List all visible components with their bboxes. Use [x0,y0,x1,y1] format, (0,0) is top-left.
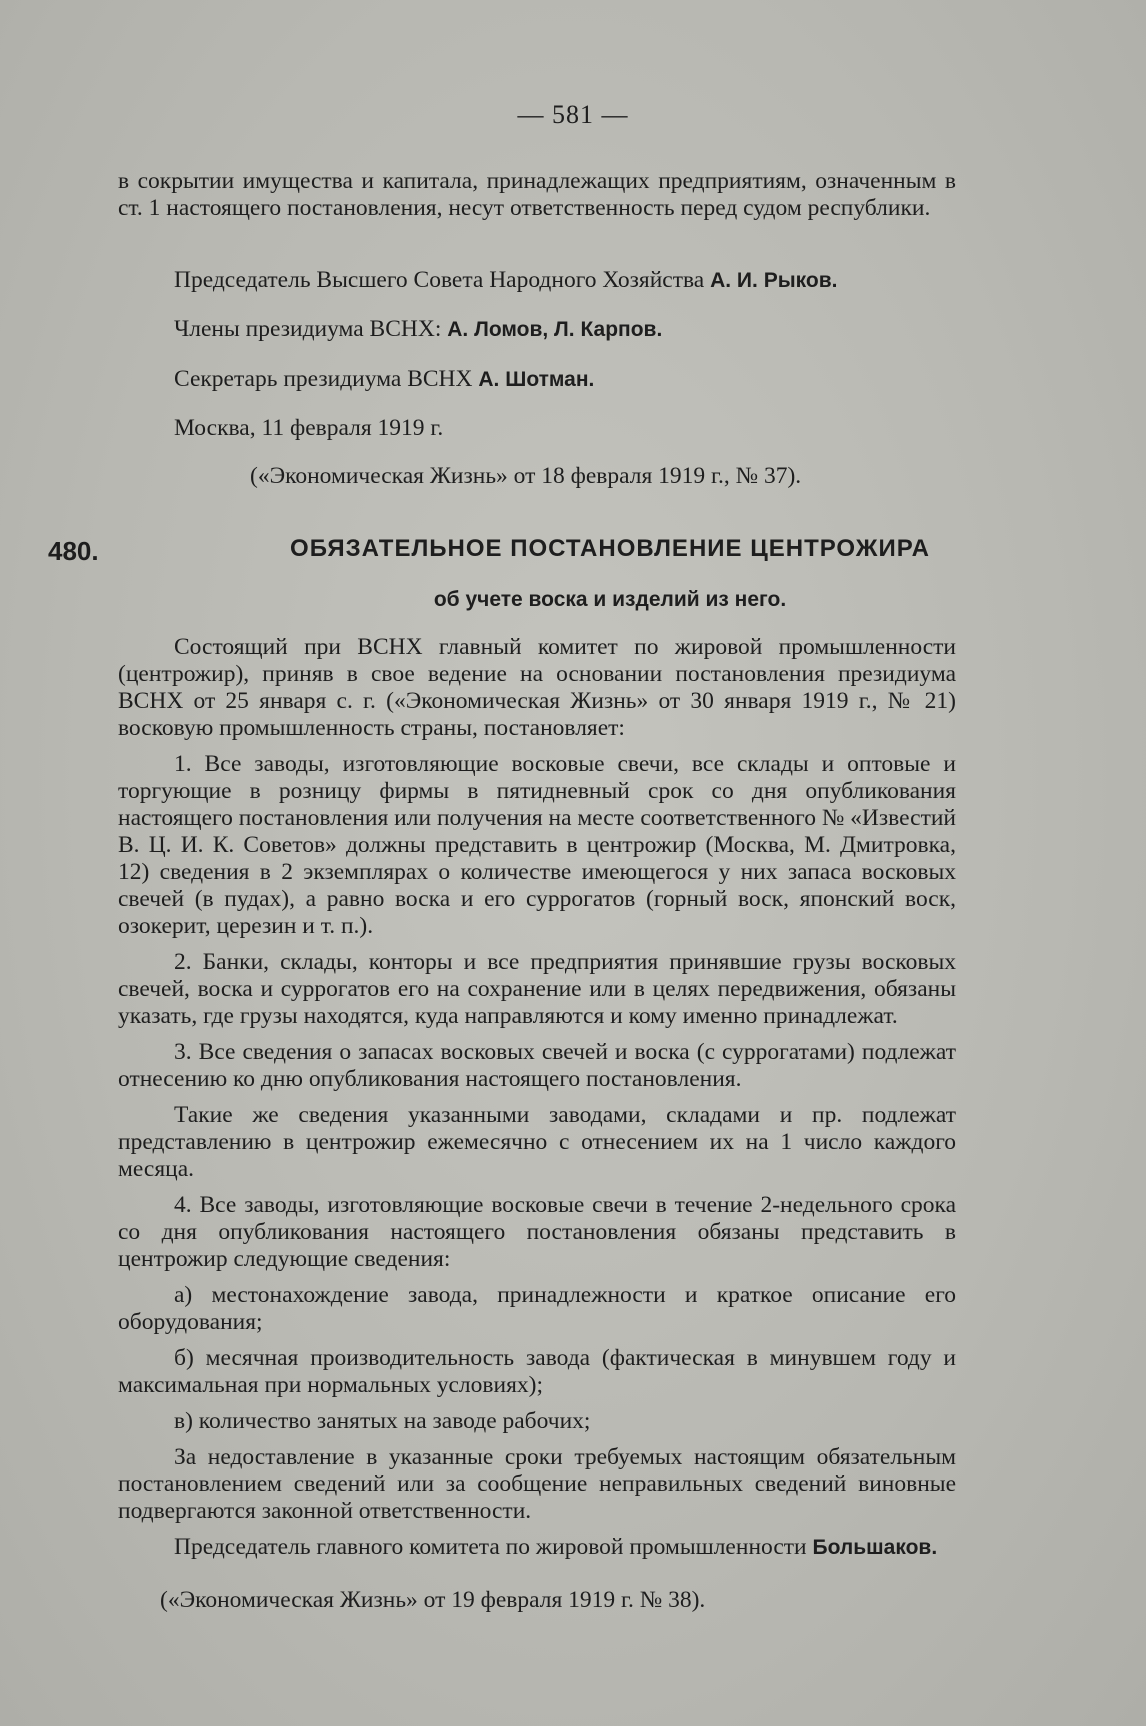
item-4-a: а) местонахождение завода, принадлежности и краткое описание его оборудования; [118,1282,956,1335]
prev-chairman-line [174,267,837,294]
item-4-b: б) месячная производительность завода (фактическая в минувшем году и максимальная при нормальных условиях); [118,1345,956,1398]
intro-paragraph: Состоящий при ВСНХ главный комитет по жировой промышленности (центрожир), приняв в свое ведение на основании постановления президиума ВСНХ от 25 января с. г. («Экономическая Жизнь» от 30 января 1919 г., № 21) восковую промышленность страны, постановляет: [118,634,956,741]
prev-members-label: Члены президиума ВСНХ: [174,316,442,342]
document-body [118,634,956,1561]
chairman-label: Председатель главного комитета по жировой промышленности [174,1534,807,1560]
item-4-c: в) количество занятых на заводе рабочих; [174,1408,591,1434]
chairman-name: Большаков. [812,1536,938,1559]
item-3-continued: Такие же сведения указанными заводами, складами и пр. подлежат представлению в центрожир ежемесячно с отнесением их на 1 число каждого месяца. [118,1102,956,1182]
prev-chairman-label: Председатель Высшего Совета Народного Хозяйства [174,267,705,293]
prev-members-names: А. Ломов, Л. Карпов. [447,318,663,341]
page-number: — 581 — [517,100,629,129]
item-4: 4. Все заводы, изготовляющие восковые свечи в течение 2-недельного срока со дня опубликования настоящего постановления обязаны представить в центрожир следующие сведения: [118,1192,956,1272]
prev-secretary-name: А. Шотман. [478,368,595,391]
document-number: 480. [48,536,99,566]
item-2: 2. Банки, склады, конторы и все предприятия принявшие грузы восковых свечей, воска и суррогатов его на сохранение или в целях передвижения, обязаны указать, где грузы находятся, куда направляются и кому именно принадлежат. [118,949,956,1029]
prev-date: Москва, 11 февраля 1919 г. [174,415,444,441]
previous-doc-closing [118,168,956,222]
prev-source: («Экономическая Жизнь» от 18 февраля 1919 г., № 37). [250,463,802,489]
document-subtitle: об учете воска и изделий из него. [433,588,787,611]
item-1: 1. Все заводы, изготовляющие восковые свечи, все склады и оптовые и торгующие в розницу фирмы в пятидневный срок со дня опубликования настоящего постановления или получения на месте соответственного № «Известий В. Ц. И. К. Советов» должны представить в центрожир (Москва, М. Дмитровка, 12) сведения в 2 экземплярах о количестве имеющегося у них запаса восковых свечей (в пудах), а равно воска и его суррогатов (горный воск, японский воск, озокерит, церезин и т. п.). [118,751,956,939]
prev-secretary-label: Секретарь президиума ВСНХ [174,366,473,392]
document-source: («Экономическая Жизнь» от 19 февраля 1919 г. № 38). [160,1587,706,1613]
penalty-paragraph: За недоставление в указанные сроки требуемых настоящим обязательным постановлением сведений или за сообщение неправильных сведений виновные подвергаются законной ответственности. [118,1444,956,1524]
prev-secretary-line [174,366,594,393]
prev-members-line [174,316,662,343]
prev-chairman-name: А. И. Рыков. [710,269,838,292]
item-3: 3. Все сведения о запасах восковых свечей и воска (с суррогатами) подлежат отнесению ко дню опубликования настоящего постановления. [118,1039,956,1092]
chairman-line [118,1534,956,1561]
document-title: ОБЯЗАТЕЛЬНОЕ ПОСТАНОВЛЕНИЕ ЦЕНТРОЖИРА [290,535,930,562]
closing-paragraph: в сокрытии имущества и капитала, принадлежащих предприятиям, означенным в ст. 1 настоящего постановления, несут ответственность перед судом республики. [118,168,956,221]
